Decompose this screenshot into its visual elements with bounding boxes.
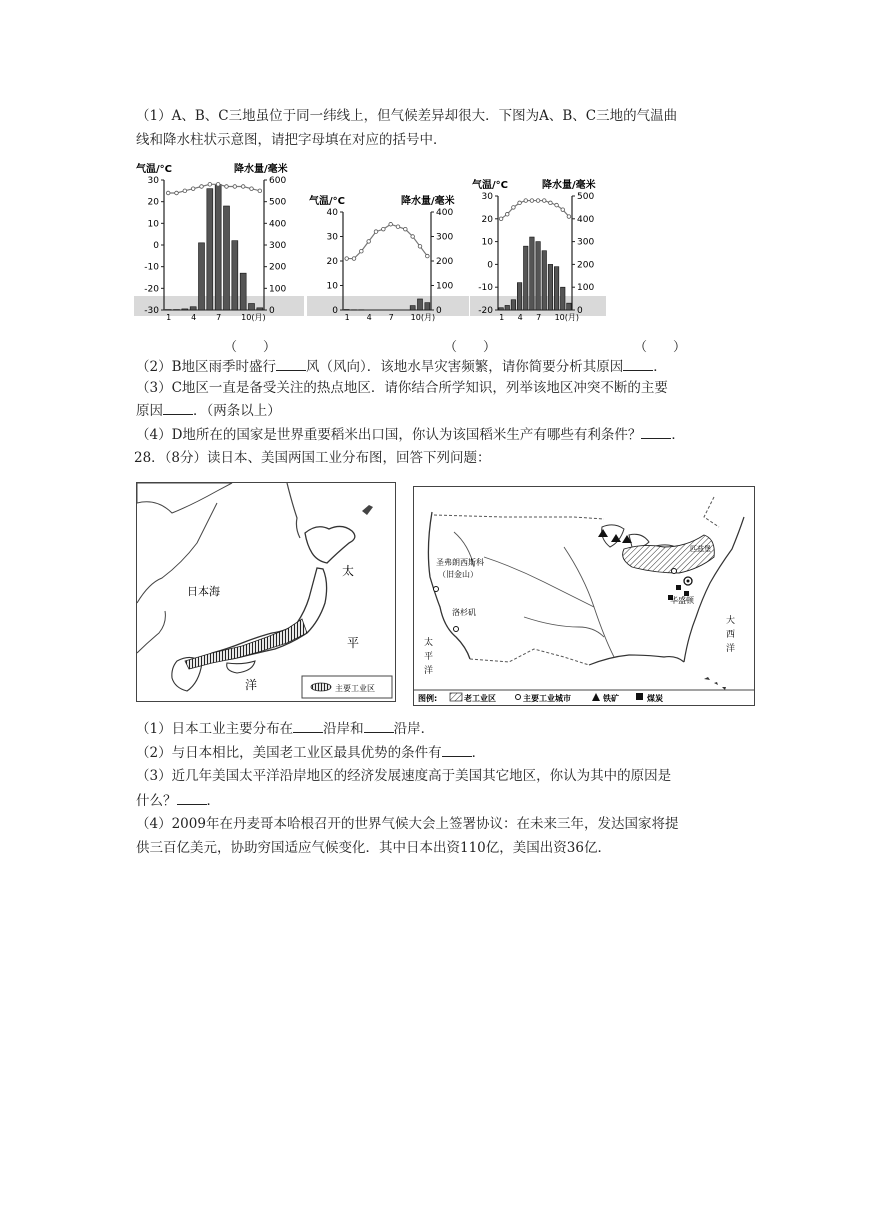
precip-tick-label: 600 bbox=[269, 176, 287, 186]
precip-bar bbox=[530, 237, 535, 310]
label-old-golden-mountain: （旧金山） bbox=[438, 570, 478, 579]
precip-bar bbox=[505, 305, 510, 310]
answer-paren-3[interactable]: （ ） bbox=[634, 340, 687, 355]
japan-industry-map bbox=[136, 482, 396, 702]
temperature-point bbox=[191, 187, 195, 191]
temperature-point bbox=[389, 222, 393, 226]
precip-bar bbox=[517, 283, 522, 310]
answer-blank[interactable] bbox=[163, 400, 193, 415]
temp-tick-label: -20 bbox=[144, 284, 159, 295]
temperature-point bbox=[345, 257, 349, 261]
q28-part3-line2 bbox=[136, 790, 220, 811]
q28-part1-text-b: 沿岸和 bbox=[323, 721, 364, 737]
q27-part4-text-a: （4）D地所在的国家是世界重要稻米出口国，你认为该国稻米生产有哪些有利条件？ bbox=[136, 427, 642, 443]
q28-header: 28．（8分）读日本、美国两国工业分布图，回答下列问题： bbox=[134, 450, 491, 466]
precip-tick-label: 200 bbox=[436, 257, 454, 267]
climate-chart-b bbox=[307, 184, 469, 324]
canada-border bbox=[434, 515, 604, 519]
q27-part1-line1: （1）A、B、C三地虽位于同一纬线上，但气候差异却很大．下图为A、B、C三地的气温曲 bbox=[136, 108, 678, 124]
precip-bar bbox=[524, 246, 529, 310]
temperature-point bbox=[530, 199, 534, 203]
label-los-angeles: 洛杉矶 bbox=[452, 608, 476, 617]
month-tick-label: 7 bbox=[388, 313, 394, 322]
temp-tick-label: 30 bbox=[147, 176, 159, 186]
precip-axis-title: 降水量/毫米 bbox=[401, 196, 455, 207]
temperature-point bbox=[360, 249, 364, 253]
temperature-point bbox=[216, 183, 220, 187]
temperature-point bbox=[352, 257, 356, 261]
label-san-francisco: 圣弗朗西斯科 bbox=[436, 558, 484, 567]
sea-of-japan-label-1: 日本海 bbox=[187, 585, 220, 598]
q27-part2-text-c: ． bbox=[653, 359, 667, 375]
asia-coast bbox=[137, 483, 232, 513]
temperature-point bbox=[505, 212, 509, 216]
temperature-point bbox=[250, 187, 254, 191]
temp-tick-label: 30 bbox=[326, 232, 338, 243]
temperature-point bbox=[499, 217, 503, 221]
precip-bar bbox=[536, 242, 541, 310]
east-coast bbox=[684, 517, 744, 662]
pacific-label-3: 洋 bbox=[245, 678, 258, 692]
atlantic-label-3: 洋 bbox=[726, 644, 736, 654]
west-coast bbox=[428, 512, 470, 659]
temp-tick-label: -10 bbox=[478, 283, 493, 294]
temp-tick-label: -10 bbox=[144, 262, 159, 273]
climate-chart-a-svg bbox=[134, 160, 304, 324]
answer-blank[interactable] bbox=[177, 790, 207, 805]
atlantic-label-1: 大 bbox=[726, 616, 736, 626]
q27-part2 bbox=[136, 356, 667, 377]
precip-tick-label: 300 bbox=[436, 232, 454, 243]
q28-part1-text-a: （1）日本工业主要分布在 bbox=[136, 721, 294, 737]
precip-bar bbox=[554, 267, 559, 310]
temperature-point bbox=[183, 189, 187, 193]
precip-bar bbox=[215, 184, 221, 310]
temp-tick-label: -20 bbox=[478, 306, 493, 316]
q27-part3-text-c: ．（两条以上） bbox=[193, 403, 281, 419]
temperature-line bbox=[347, 224, 428, 258]
precip-bar bbox=[257, 308, 263, 310]
precip-bar bbox=[548, 264, 553, 310]
precip-tick-label: 0 bbox=[269, 306, 275, 316]
precip-bar bbox=[240, 273, 246, 310]
kuril-island bbox=[362, 505, 373, 515]
temperature-point bbox=[166, 191, 170, 195]
q28-part2-text-b: ． bbox=[471, 745, 486, 761]
temperature-point bbox=[512, 206, 516, 210]
precip-tick-label: 100 bbox=[436, 281, 454, 292]
precip-tick-label: 300 bbox=[269, 241, 287, 251]
temperature-point bbox=[518, 201, 522, 205]
missouri-river bbox=[484, 557, 594, 607]
month-tick-label: 4 bbox=[366, 313, 372, 322]
q28-part4-line2: 供三百亿美元，协助穷国适应气候变化．其中日本出资110亿，美国出资36亿． bbox=[136, 840, 611, 856]
industrial-zone-legend-icon bbox=[311, 683, 331, 691]
arkansas-river bbox=[524, 617, 604, 637]
temperature-point bbox=[426, 254, 430, 258]
q27-part2-text-b: 风（风向）．该地水旱灾害频繁，请你简要分析其原因 bbox=[306, 359, 624, 375]
precip-bar bbox=[190, 307, 196, 310]
precip-bar bbox=[567, 303, 572, 310]
climate-chart-c-svg bbox=[470, 174, 606, 324]
pacific-label-3: 洋 bbox=[424, 666, 434, 676]
label-pittsburgh: 匹兹堡 bbox=[690, 545, 711, 553]
iron-legend-icon bbox=[592, 693, 600, 701]
q27-part3-line1: （3）C地区一直是备受关注的热点地区．请你结合所学知识，列举该地区冲突不断的主要 bbox=[136, 380, 668, 396]
temp-tick-label: 0 bbox=[332, 306, 338, 316]
precip-tick-label: 400 bbox=[436, 208, 454, 218]
month-tick-label: 10(月) bbox=[554, 313, 580, 322]
climate-chart-b-svg bbox=[307, 184, 469, 324]
answer-blank[interactable] bbox=[293, 718, 323, 733]
precip-bar bbox=[232, 241, 238, 310]
coal-legend-icon bbox=[636, 693, 643, 700]
gulf-coast bbox=[589, 655, 684, 665]
month-tick-label: 4 bbox=[191, 313, 197, 322]
q28-part1-text-c: 沿岸． bbox=[393, 721, 435, 737]
temp-tick-label: 0 bbox=[487, 260, 493, 271]
temp-tick-label: 40 bbox=[326, 208, 338, 218]
sakhalin-coast bbox=[287, 483, 300, 538]
precip-tick-label: 300 bbox=[577, 237, 595, 248]
precip-bar bbox=[511, 300, 516, 310]
temp-tick-label: 20 bbox=[481, 214, 493, 225]
temperature-point bbox=[367, 240, 371, 244]
precip-tick-label: 200 bbox=[577, 260, 595, 271]
temperature-point bbox=[175, 191, 179, 195]
japan-map-svg bbox=[137, 483, 395, 701]
temp-tick-label: 30 bbox=[481, 192, 493, 202]
month-tick-label: 1 bbox=[166, 313, 172, 322]
q28-part4-line1: （4）2009年在丹麦哥本哈根召开的世界气候大会上签署协议：在未来三年，发达国家将提 bbox=[136, 816, 679, 832]
temperature-line bbox=[168, 184, 260, 193]
temperature-point bbox=[233, 185, 237, 189]
temperature-point bbox=[208, 183, 212, 187]
q28-part2-text-a: （2）与日本相比，美国老工业区最具优势的条件有 bbox=[136, 745, 442, 761]
shikoku-island bbox=[227, 661, 255, 673]
q28-part1 bbox=[136, 718, 434, 739]
precip-bar bbox=[542, 251, 547, 310]
city-legend-icon bbox=[516, 695, 521, 700]
precip-tick-label: 100 bbox=[577, 283, 595, 294]
precip-bar bbox=[249, 304, 255, 311]
q28-part2 bbox=[136, 742, 485, 763]
precip-bar bbox=[207, 189, 213, 310]
city-san-francisco bbox=[434, 587, 439, 592]
precip-bar bbox=[199, 243, 205, 310]
temperature-point bbox=[200, 185, 204, 189]
answer-paren-2[interactable]: （ ） bbox=[444, 340, 497, 355]
atlantic-label-2: 西 bbox=[726, 630, 736, 640]
usa-industry-map bbox=[413, 486, 755, 706]
q28-part3-line1: （3）近几年美国太平洋沿岸地区的经济发展速度高于美国其它地区，你认为其中的原因是 bbox=[136, 768, 672, 784]
temperature-point bbox=[555, 203, 559, 207]
climate-chart-c bbox=[470, 174, 606, 324]
temperature-point bbox=[404, 227, 408, 231]
temp-axis-title: 气温/°C bbox=[136, 164, 172, 175]
precip-tick-label: 500 bbox=[577, 192, 595, 202]
precip-tick-label: 100 bbox=[269, 284, 287, 295]
q28-part3-text-c: ． bbox=[206, 793, 220, 809]
answer-blank[interactable] bbox=[623, 356, 653, 371]
temp-axis-title: 气温/°C bbox=[309, 196, 345, 207]
precip-bar bbox=[410, 306, 415, 310]
capital-dot bbox=[687, 580, 690, 583]
city-pittsburgh bbox=[672, 569, 677, 574]
temp-tick-label: -30 bbox=[144, 306, 159, 316]
legend-prefix: 图例: bbox=[418, 694, 438, 703]
label-washington: 华盛顿 bbox=[670, 596, 694, 605]
precip-bar bbox=[418, 299, 423, 310]
precip-bar bbox=[224, 206, 230, 310]
precip-tick-label: 0 bbox=[577, 306, 583, 316]
temp-tick-label: 10 bbox=[326, 281, 338, 292]
temperature-line bbox=[501, 201, 569, 219]
temp-axis-title: 气温/°C bbox=[472, 180, 508, 191]
pacific-label-1: 太 bbox=[424, 638, 434, 648]
month-tick-label: 10(月) bbox=[241, 313, 266, 322]
precip-axis-title: 降水量/毫米 bbox=[234, 164, 288, 175]
precip-axis-title: 降水量/毫米 bbox=[542, 180, 596, 191]
q28-part3-text-b: 什么？ bbox=[136, 793, 177, 809]
month-tick-label: 4 bbox=[517, 313, 523, 322]
month-tick-label: 1 bbox=[344, 313, 350, 322]
temp-tick-label: 20 bbox=[147, 197, 159, 208]
answer-blank[interactable] bbox=[364, 718, 394, 733]
japan-legend-label: 主要工业区 bbox=[335, 684, 375, 693]
q27-part4-text-b: ． bbox=[671, 427, 685, 443]
pacific-label-2: 平 bbox=[347, 636, 360, 650]
hokkaido-island bbox=[305, 526, 355, 563]
coal-icon bbox=[676, 585, 681, 590]
legend-iron: 铁矿 bbox=[603, 694, 619, 703]
q27-part1-line2: 线和降水柱状示意图，请把字母填在对应的括号中． bbox=[136, 132, 447, 148]
precip-tick-label: 400 bbox=[269, 219, 287, 230]
pacific-label-2: 平 bbox=[424, 652, 434, 662]
answer-blank[interactable] bbox=[442, 742, 472, 757]
month-tick-label: 7 bbox=[536, 313, 542, 322]
precip-bar bbox=[561, 287, 566, 310]
mexico-border bbox=[470, 649, 589, 665]
temperature-point bbox=[536, 199, 540, 203]
temperature-point bbox=[567, 215, 571, 219]
korea-coast bbox=[137, 611, 165, 653]
precip-tick-label: 200 bbox=[269, 262, 287, 273]
canada-border-east bbox=[704, 497, 719, 527]
precip-tick-label: 400 bbox=[577, 214, 595, 225]
temperature-point bbox=[411, 235, 415, 239]
precip-bar bbox=[425, 303, 430, 310]
old-industrial-legend-icon bbox=[450, 693, 462, 701]
city-los-angeles bbox=[454, 627, 459, 632]
temp-tick-label: 20 bbox=[326, 257, 338, 267]
month-tick-label: 10(月) bbox=[410, 313, 436, 322]
legend-coal: 煤炭 bbox=[647, 694, 663, 703]
mississippi-river bbox=[564, 547, 614, 657]
caribbean-islands bbox=[704, 677, 726, 690]
answer-blank[interactable] bbox=[641, 424, 671, 439]
temperature-point bbox=[258, 189, 262, 193]
answer-blank[interactable] bbox=[276, 356, 306, 371]
temperature-point bbox=[396, 225, 400, 229]
q27-part4 bbox=[136, 424, 685, 445]
temperature-point bbox=[549, 201, 553, 205]
temperature-point bbox=[241, 185, 245, 189]
temp-tick-label: 0 bbox=[153, 241, 159, 251]
precip-tick-label: 0 bbox=[436, 306, 442, 316]
q27-part3-line2 bbox=[136, 400, 281, 421]
temperature-point bbox=[374, 230, 378, 234]
temperature-point bbox=[561, 208, 565, 212]
temp-tick-label: 10 bbox=[147, 219, 159, 230]
temperature-point bbox=[524, 199, 528, 203]
pacific-label-1: 太 bbox=[342, 564, 355, 578]
precip-tick-label: 500 bbox=[269, 197, 287, 208]
legend-city: 主要工业城市 bbox=[523, 694, 571, 703]
precip-bar bbox=[499, 308, 504, 310]
temperature-point bbox=[418, 245, 422, 249]
climate-chart-a bbox=[134, 160, 304, 324]
answer-paren-1[interactable]: （ ） bbox=[224, 340, 277, 355]
q27-part3-text-b: 原因 bbox=[136, 403, 163, 419]
temperature-point bbox=[225, 185, 229, 189]
legend-old-industrial: 老工业区 bbox=[464, 694, 496, 703]
temperature-point bbox=[542, 199, 546, 203]
month-tick-label: 1 bbox=[499, 313, 505, 322]
q27-part2-text-a: （2）B地区雨季时盛行 bbox=[136, 359, 277, 375]
precip-bar bbox=[182, 309, 188, 310]
month-tick-label: 7 bbox=[216, 313, 222, 322]
temperature-point bbox=[382, 227, 386, 231]
usa-map-svg bbox=[414, 487, 754, 705]
temp-tick-label: 10 bbox=[481, 237, 493, 248]
